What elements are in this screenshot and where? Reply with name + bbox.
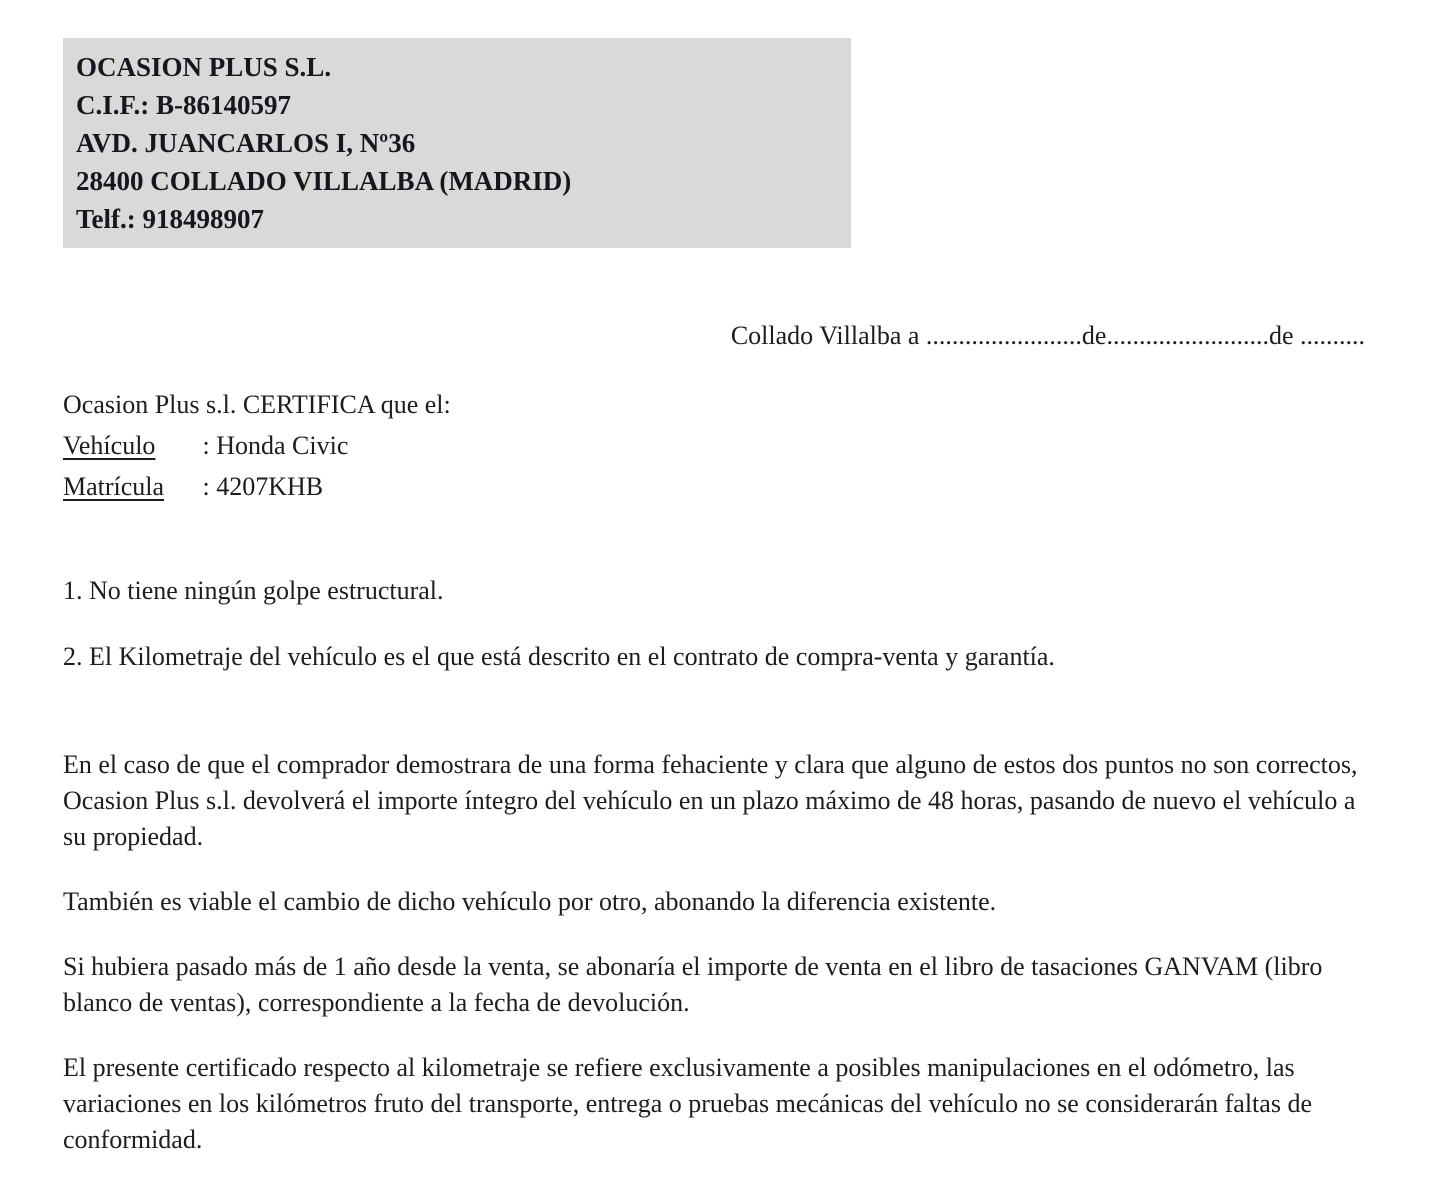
company-header-box xyxy=(63,38,851,248)
plate-separator: : xyxy=(202,472,210,501)
company-city: 28400 COLLADO VILLALBA (MADRID) xyxy=(76,166,572,196)
company-phone: Telf.: 918498907 xyxy=(76,204,264,234)
certified-point-2: 2. El Kilometraje del vehículo es el que está descrito en el contrato de compra-venta y garantía. xyxy=(63,642,1055,671)
paragraph-exchange-option: También es viable el cambio de dicho vehículo por otro, abonando la diferencia existente. xyxy=(63,887,997,916)
company-cif: C.I.F.: B-86140597 xyxy=(76,90,292,120)
plate-value: 4207KHB xyxy=(216,472,324,501)
vehicle-separator: : xyxy=(202,431,210,460)
paragraph-refund-terms: En el caso de que el comprador demostrara de una forma fehaciente y clara que alguno de estos dos puntos no son correctos, Ocasion Plus s.l. devolverá el importe íntegro del vehículo en un plazo máximo de 48 horas, pasando de nuevo el vehículo a su propiedad. xyxy=(63,750,1358,851)
company-name: OCASION PLUS S.L. xyxy=(76,52,332,82)
certified-points-list xyxy=(63,573,1365,675)
plate-field-row xyxy=(63,466,1365,507)
company-address: AVD. JUANCARLOS I, Nº36 xyxy=(76,128,416,158)
certify-intro: Ocasion Plus s.l. CERTIFICA que el: xyxy=(63,390,451,419)
vehicle-field-row xyxy=(63,425,1365,466)
vehicle-label: Vehículo xyxy=(63,431,156,460)
paragraph-ganvam-valuation: Si hubiera pasado más de 1 año desde la venta, se abonaría el importe de venta en el libro de tasaciones GANVAM (libro blanco de ventas), correspondiente a la fecha de devolución. xyxy=(63,952,1323,1017)
plate-label: Matrícula xyxy=(63,472,165,501)
vehicle-value: Honda Civic xyxy=(216,431,349,460)
date-line: Collado Villalba a ........................de.........................de .......... xyxy=(730,321,1365,350)
certified-point-1: 1. No tiene ningún golpe estructural. xyxy=(63,576,444,605)
paragraph-odometer-disclaimer: El presente certificado respecto al kilometraje se refiere exclusivamente a posibles manipulaciones en el odómetro, las variaciones en los kilómetros fruto del transporte, entrega o pruebas mecánicas del vehículo no se considerarán faltas de conformidad. xyxy=(63,1053,1312,1154)
